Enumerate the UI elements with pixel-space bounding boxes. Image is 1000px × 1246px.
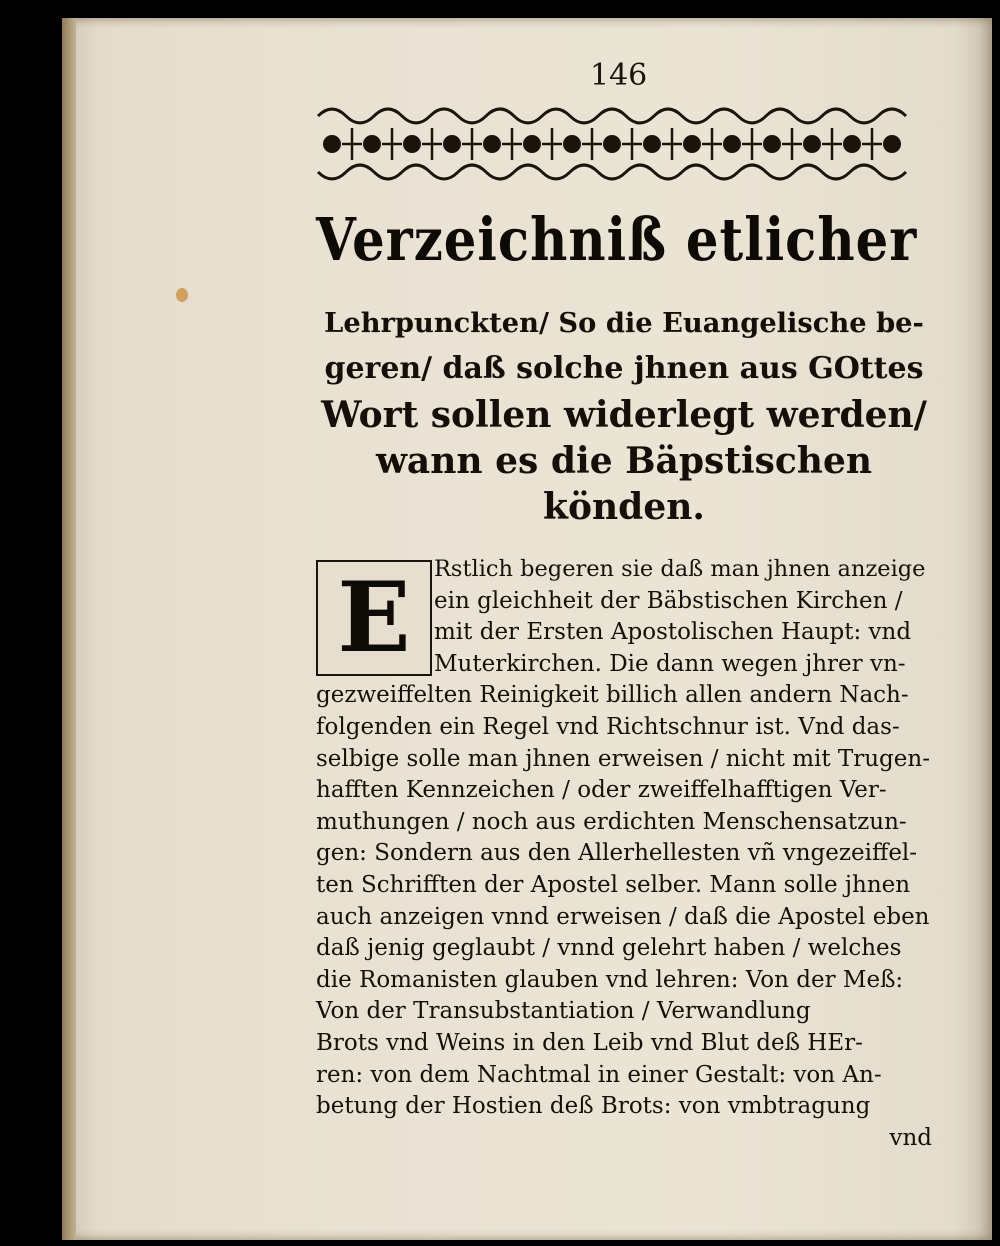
heading-title: Verzeichniß etlicher bbox=[316, 206, 918, 275]
subtitle-line: könden. bbox=[543, 486, 705, 528]
book-spine bbox=[62, 18, 76, 1240]
catchword: vnd bbox=[889, 1124, 932, 1151]
subtitle-line: Lehrpunckten/ So die Euangelische be- bbox=[324, 307, 924, 339]
drop-cap-letter: E bbox=[337, 561, 411, 674]
stain-spot bbox=[176, 288, 188, 302]
subtitle-line: Wort sollen widerlegt werden/ bbox=[321, 394, 927, 436]
body-line: Von der Transubstantiation / Verwandlung bbox=[316, 998, 811, 1025]
body-line: selbige solle man jhnen erweisen / nicht mit Trugen- bbox=[316, 745, 930, 772]
body-line: Rstlich begeren sie daß man jhnen anzeige bbox=[434, 556, 926, 582]
body-line: ein gleichheit der Bäbstischen Kirchen / bbox=[434, 587, 903, 614]
body-line: gen: Sondern aus den Allerhellesten vñ vngezeiffel- bbox=[316, 840, 918, 867]
body-line: daß jenig geglaubt / vnnd gelehrt haben / welches bbox=[316, 935, 902, 962]
body-line: mit der Ersten Apostolischen Haupt: vnd bbox=[434, 619, 912, 646]
body-line: die Romanisten glauben vnd lehren: Von der Meß: bbox=[316, 966, 904, 993]
body-paragraph bbox=[316, 554, 936, 1154]
body-line: Brots vnd Weins in den Leib vnd Blut deß HEr- bbox=[316, 1029, 863, 1056]
subtitle-line: wann es die Bäpstischen bbox=[375, 440, 873, 482]
body-line: auch anzeigen vnnd erweisen / daß die Apostel eben bbox=[316, 903, 930, 930]
body-line: gezweiffelten Reinigkeit billich allen andern Nach- bbox=[316, 682, 909, 709]
body-line: folgenden ein Regel vnd Richtschnur ist. Vnd das- bbox=[316, 713, 900, 740]
body-line: ten Schrifften der Apostel selber. Mann solle jhnen bbox=[316, 871, 911, 898]
body-line: hafften Kennzeichen / oder zweiffelhafftigen Ver- bbox=[316, 777, 887, 804]
body-line: ren: von dem Nachtmal in einer Gestalt: von An- bbox=[316, 1061, 882, 1088]
heading-subtitle bbox=[318, 300, 930, 530]
subtitle-line: geren/ daß solche jhnen aus GOttes bbox=[324, 351, 924, 386]
ornament-border bbox=[312, 98, 924, 190]
body-line: muthungen / noch aus erdichten Menschensatzun- bbox=[316, 808, 907, 835]
body-line: betung der Hostien deß Brots: von vmbtragung bbox=[316, 1093, 871, 1120]
page-number: 146 bbox=[590, 58, 648, 93]
body-line: Muterkirchen. Die dann wegen jhrer vn- bbox=[434, 650, 906, 677]
